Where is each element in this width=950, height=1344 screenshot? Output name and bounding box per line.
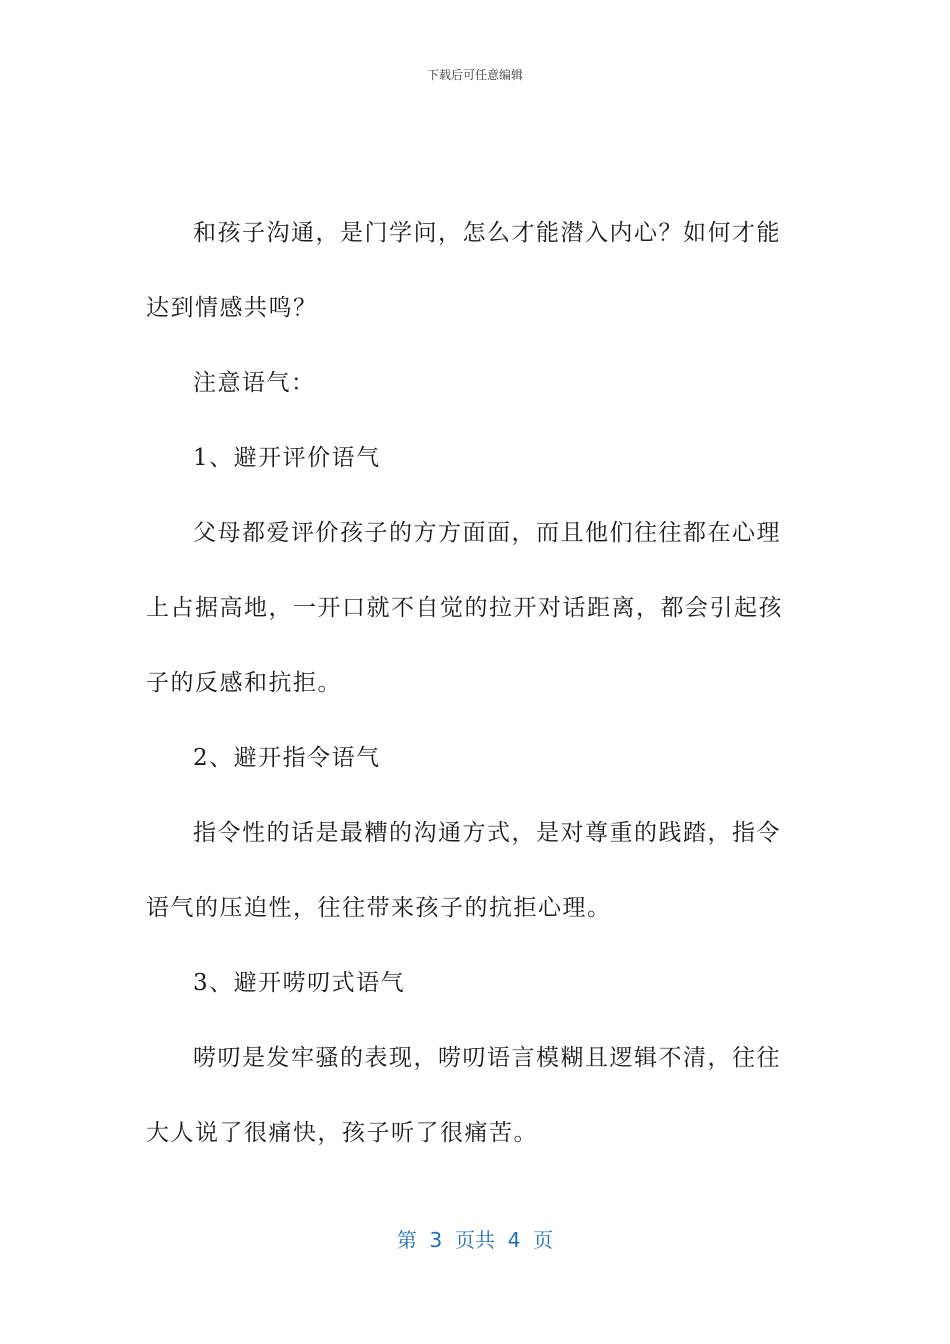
section-heading-2: 2、避开指令语气 [193, 745, 381, 771]
section-heading-1: 1、避开评价语气 [193, 445, 381, 471]
page-header: 下载后可任意编辑 [426, 68, 523, 82]
paragraph-nagging: 唠叨是发牢骚的表现，唠叨语言模糊且逻辑不清，往往大人说了很痛快，孩子听了很痛苦。 [146, 1045, 781, 1146]
page-number-footer: 第 3 页共 4 页 [396, 1228, 554, 1252]
document-body [146, 196, 796, 1171]
paragraph-evaluation: 父母都爱评价孩子的方方面面，而且他们往往都在心理上占据高地，一开口就不自觉的拉开对话距离，都会引起孩子的反感和抗拒。 [146, 520, 783, 696]
paragraph-command: 指令性的话是最糟的沟通方式，是对尊重的践踏，指令语气的压迫性，往往带来孩子的抗拒心理。 [146, 820, 781, 921]
section-heading-3: 3、避开唠叨式语气 [193, 970, 406, 996]
paragraph-intro: 和孩子沟通，是门学问，怎么才能潜入内心？如何才能达到情感共鸣？ [146, 220, 781, 321]
paragraph-heading-tone: 注意语气： [193, 370, 316, 396]
